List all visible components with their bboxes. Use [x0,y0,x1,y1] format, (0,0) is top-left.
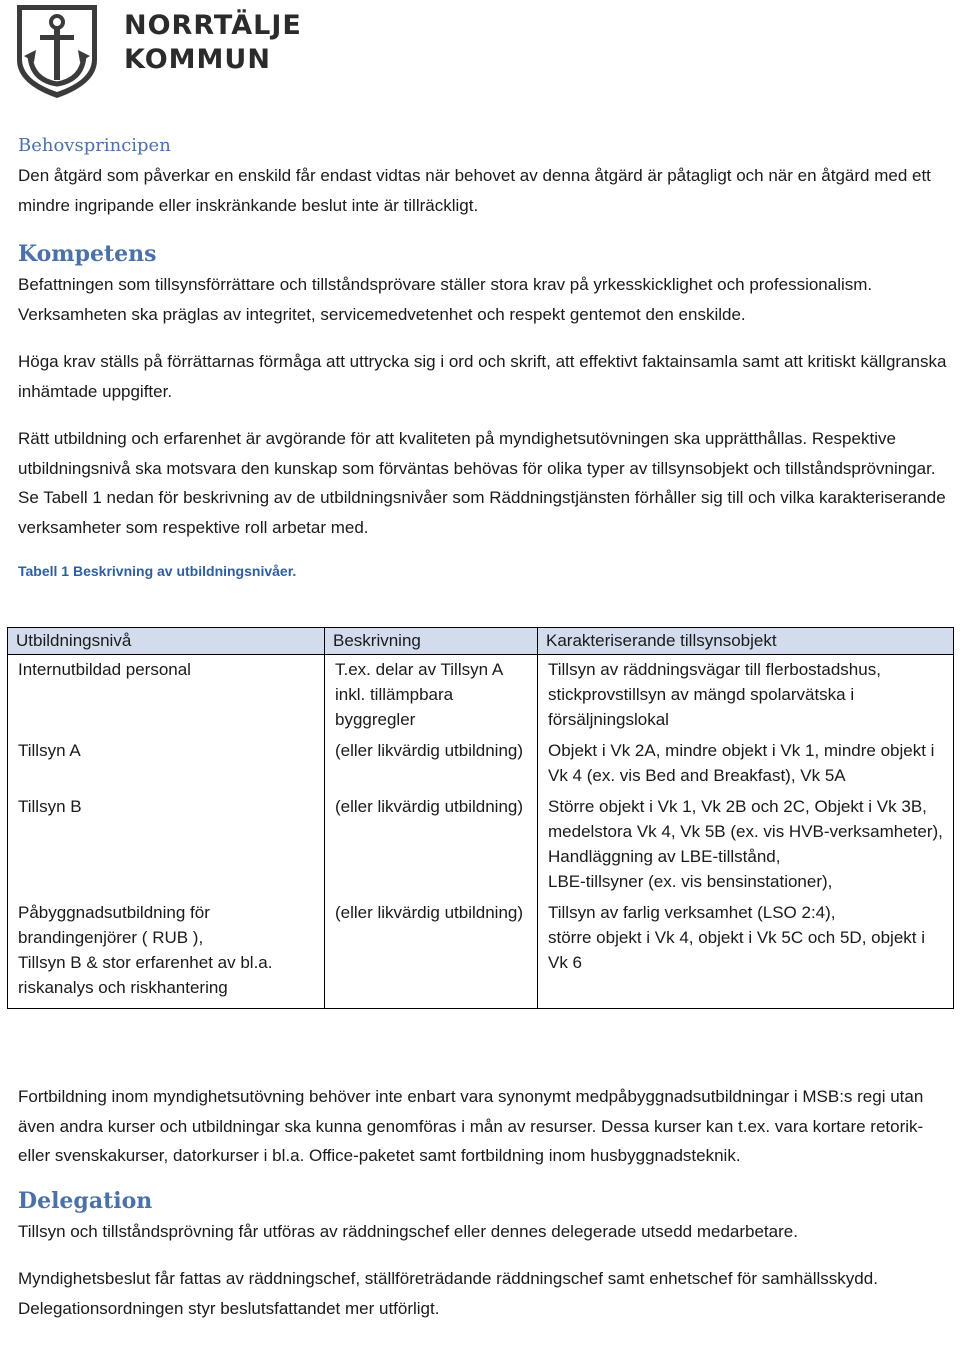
table-cell-level [8,898,325,1009]
main-content [18,131,948,582]
column-header: Utbildningsnivå [8,628,325,655]
objects-line: Större objekt i Vk 1, Vk 2B och 2C, Objekt i Vk 3B, medelstora Vk 4, Vk 5B (ex. vis HVB-verksamheter), [548,797,943,841]
anchor-shield-icon [14,2,100,100]
table-cell-objects: Objekt i Vk 2A, mindre objekt i Vk 1, mindre objekt i Vk 4 (ex. vis Bed and Breakfast), Vk 5A [538,736,954,792]
norrtalje-kommun-logo [14,2,302,102]
objects-line: LBE-tillsyner (ex. vis bensinstationer), [548,872,833,891]
delegation-paragraph-1: Tillsyn och tillståndsprövning får utföras av räddningschef eller dennes delegerade utsedd medarbetare. [18,1221,798,1241]
after-table-content [18,1082,948,1323]
objects-line: Handläggning av LBE-tillstånd, [548,847,781,866]
objects-line: större objekt i Vk 4, objekt i Vk 5C och 5D, objekt i Vk 6 [548,928,926,972]
table-cell-level: Tillsyn A [8,736,325,792]
logo-line-2: KOMMUN [124,44,271,75]
column-header: Karakteriserande tillsynsobjekt [538,628,954,655]
level-line: Påbyggnadsutbildning för brandingenjörer ( RUB ), [18,903,210,947]
behov-paragraph: Den åtgärd som påverkar en enskild får endast vidtas när behovet av denna åtgärd är påtagligt och när en åtgärd med ett mindre ingripande eller inskränkande beslut inte är tillräckligt. [18,166,931,215]
table-cell-description: (eller likvärdig utbildning) [325,736,538,792]
level-line: Tillsyn B & stor erfarenhet av bl.a. riskanalys och riskhantering [18,953,273,997]
table-caption: Tabell 1 Beskrivning av utbildningsnivåer. [18,563,297,579]
logo-line-1: NORRTÄLJE [124,10,302,41]
kompetens-paragraph-1: Befattningen som tillsynsförrättare och tillståndsprövare ställer stora krav på yrkesskicklighet och professionalism. Verksamheten ska präglas av integritet, servicemedvetenhet och respekt gentemot den enskilde. [18,275,873,324]
table-row [8,655,954,737]
heading-delegation: Delegation [18,1187,153,1214]
table-cell-objects [538,898,954,1009]
table-cell-level: Tillsyn B [8,792,325,898]
heading-kompetens: Kompetens [18,241,157,267]
kompetens-paragraph-3: Rätt utbildning och erfarenhet är avgörande för att kvaliteten på myndighetsutövningen ska upprätthållas. Respektive utbildningsnivå ska motsvara den kunskap som förväntas behövas för olika typer av tillsynsobjekt och tillståndsprövningar. Se Tabell 1 nedan för beskrivning av de utbildningsnivåer som Räddningstjänsten förhåller sig till och vilka karakteriserande verksamheter som respektive roll arbetar med. [18,429,946,537]
delegation-paragraph-2: Myndighetsbeslut får fattas av räddningschef, ställföreträdande räddningschef samt enhetschef för samhällsskydd. Delegationsordningen styr beslutsfattandet mer utförligt. [18,1269,878,1318]
table-row [8,792,954,898]
heading-behovsprincipen: Behovsprincipen [18,135,171,156]
table-cell-objects [538,792,954,898]
objects-line: Tillsyn av farlig verksamhet (LSO 2:4), [548,903,836,922]
table-cell-description: (eller likvärdig utbildning) [325,898,538,1009]
table-row [8,736,954,792]
education-levels-table [7,627,954,1009]
table-row [8,898,954,1009]
column-header: Beskrivning [325,628,538,655]
table-cell-description: T.ex. delar av Tillsyn A inkl. tillämpbara byggregler [325,655,538,737]
table-cell-level: Internutbildad personal [8,655,325,737]
table-cell-objects: Tillsyn av räddningsvägar till flerbostadshus, stickprovstillsyn av mängd spolarvätska i försäljningslokal [538,655,954,737]
kompetens-paragraph-2: Höga krav ställs på förrättarnas förmåga att uttrycka sig i ord och skrift, att effektivt faktainsamla samt att kritiskt källgranska inhämtade uppgifter. [18,352,947,401]
table-cell-description: (eller likvärdig utbildning) [325,792,538,898]
table-header-row [8,628,954,655]
fortbildning-paragraph: Fortbildning inom myndighetsutövning behöver inte enbart vara synonymt medpåbyggnadsutbildningar i MSB:s regi utan även andra kurser och utbildningar ska kunna genomföras i mån av resurser. Dessa kurser kan t.ex. vara kortare retorik- eller svenskakurser, datorkurser i bl.a. Office-paketet samt fortbildning inom husbyggnadsteknik. [18,1087,924,1165]
